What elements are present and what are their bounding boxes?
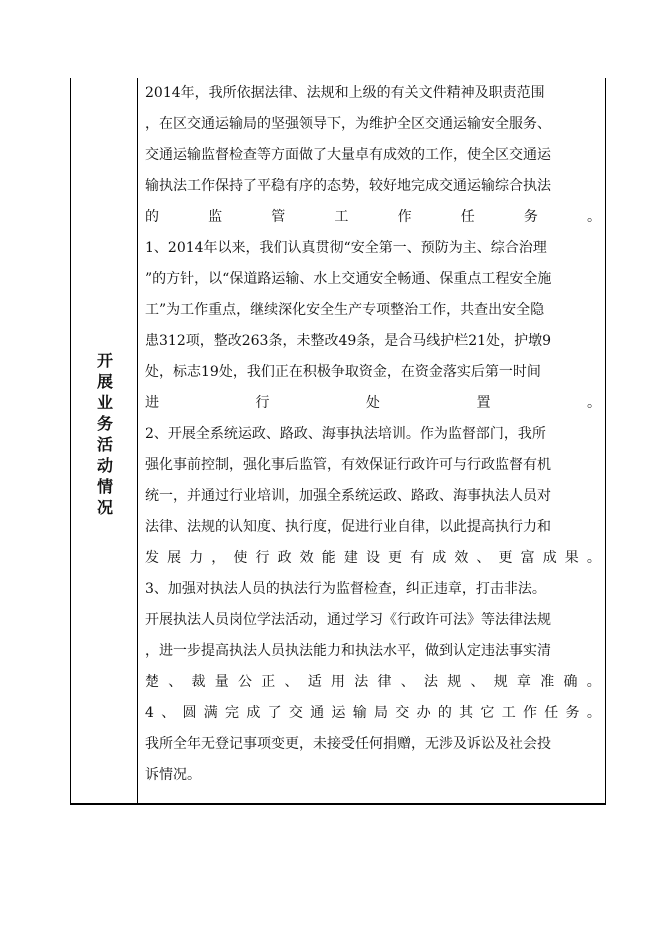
text-char: 它 bbox=[480, 705, 495, 721]
text-char: 交 bbox=[288, 705, 303, 721]
text-char: 法 bbox=[354, 674, 369, 690]
section-label-char: 动 bbox=[96, 456, 113, 475]
text-char: 、 bbox=[161, 705, 176, 721]
text-char: 。 bbox=[587, 395, 601, 411]
text-char: 处 bbox=[366, 395, 380, 411]
text-char: 效 bbox=[454, 550, 469, 566]
text-char: 、 bbox=[168, 674, 183, 690]
text-line bbox=[145, 543, 601, 574]
text-char: 果 bbox=[564, 550, 579, 566]
text-line: ，进一步提高执法人员执法能力和执法水平，做到认定违法事实清 bbox=[145, 643, 551, 659]
text-char: 准 bbox=[540, 674, 555, 690]
text-char: 输 bbox=[352, 705, 367, 721]
text-line bbox=[145, 667, 601, 698]
text-line bbox=[145, 202, 601, 233]
section-label-char: 务 bbox=[96, 414, 113, 433]
text-char: 。 bbox=[586, 209, 601, 225]
text-char: 通 bbox=[310, 705, 325, 721]
text-char: 的 bbox=[437, 705, 452, 721]
text-char: 运 bbox=[331, 705, 346, 721]
text-char: 的 bbox=[145, 209, 159, 225]
text-char: 成 bbox=[246, 705, 261, 721]
column-divider bbox=[137, 78, 138, 804]
text-char: 楚 bbox=[145, 674, 159, 690]
text-char: 成 bbox=[432, 550, 447, 566]
text-char: 确 bbox=[563, 674, 578, 690]
text-char: 力 bbox=[189, 550, 204, 566]
text-line: 诉情况。 bbox=[145, 767, 201, 783]
section-label-char: 活 bbox=[96, 435, 113, 454]
text-line: 强化事前控制，强化事后监管，有效保证行政许可与行政监督有机 bbox=[145, 457, 551, 473]
text-line: 我所全年无登记事项变更，未接受任何捐赠，无涉及诉讼及社会投 bbox=[145, 736, 551, 752]
text-line: 处，标志19处，我们正在积极争取资金，在资金落实后第一时间 bbox=[145, 364, 541, 380]
text-char: 规 bbox=[493, 674, 508, 690]
text-char: 、 bbox=[476, 550, 491, 566]
text-char: 量 bbox=[214, 674, 229, 690]
text-line: ”的方针，以“保道路运输、水上交通安全畅通、保重点工程安全施 bbox=[145, 271, 552, 287]
text-char: 任 bbox=[460, 209, 475, 225]
section-label-char: 展 bbox=[96, 372, 113, 391]
text-char: 行 bbox=[255, 550, 270, 566]
text-char: 发 bbox=[145, 550, 159, 566]
text-line: 患312项，整改263条，未整改49条，是合马线护栏21处，护墩9 bbox=[145, 333, 551, 349]
text-char: 、 bbox=[400, 674, 415, 690]
text-char: 设 bbox=[365, 550, 380, 566]
text-char: 其 bbox=[459, 705, 474, 721]
text-char: 行 bbox=[255, 395, 270, 411]
text-char: 律 bbox=[377, 674, 392, 690]
text-char: 。 bbox=[586, 705, 601, 721]
text-line bbox=[145, 698, 601, 729]
text-char: 工 bbox=[334, 209, 349, 225]
text-line: 统一，并通过行业培训，加强全系统运政、路政、海事执法人员对 bbox=[145, 488, 551, 504]
text-char: 圆 bbox=[182, 705, 197, 721]
text-char: 。 bbox=[586, 674, 601, 690]
text-char: 作 bbox=[397, 209, 412, 225]
text-char: 进 bbox=[145, 395, 159, 411]
text-char: 能 bbox=[321, 550, 336, 566]
text-char: 。 bbox=[586, 550, 601, 566]
text-char: 监 bbox=[208, 209, 223, 225]
text-char: 公 bbox=[238, 674, 252, 690]
text-char: 置 bbox=[476, 395, 491, 411]
text-line: 3、加强对执法人员的执法行为监督检查，纠正违章，打击非法。 bbox=[145, 581, 546, 597]
text-line: 工”为工作重点，继续深化安全生产专项整治工作，共查出安全隐 bbox=[145, 302, 545, 318]
text-char: 局 bbox=[374, 705, 389, 721]
text-char: 裁 bbox=[191, 674, 206, 690]
text-char: 交 bbox=[395, 705, 410, 721]
text-char: 务 bbox=[523, 209, 538, 225]
text-line: 开展执法人员岗位学法活动，通过学习《行政许可法》等法律法规 bbox=[145, 612, 551, 628]
text-char: 使 bbox=[233, 550, 248, 566]
text-char: 了 bbox=[267, 705, 282, 721]
text-char: 建 bbox=[343, 550, 358, 566]
text-char: 更 bbox=[388, 550, 403, 566]
text-char: 满 bbox=[203, 705, 218, 721]
text-char: 更 bbox=[498, 550, 513, 566]
text-line: ，在区交通运输局的坚强领导下，为维护全区交通运输安全服务、 bbox=[145, 116, 551, 132]
section-label-char: 况 bbox=[96, 498, 113, 517]
text-line: 2014年，我所依据法律、法规和上级的有关文件精神及职责范围 bbox=[145, 85, 545, 101]
text-char: 工 bbox=[501, 705, 516, 721]
business-activities-text bbox=[145, 78, 601, 791]
text-char: 作 bbox=[522, 705, 537, 721]
text-char: 管 bbox=[271, 209, 286, 225]
text-line: 2、开展全系统运政、路政、海事执法培训。作为监督部门，我所 bbox=[145, 426, 546, 442]
text-line: 法律、法规的认知度、执行度，促进行业自律，以此提高执行力和 bbox=[145, 519, 551, 535]
text-char: 、 bbox=[470, 674, 485, 690]
text-char: 完 bbox=[225, 705, 240, 721]
text-char: 展 bbox=[167, 550, 182, 566]
text-char: 4 bbox=[145, 705, 154, 721]
section-label-char: 业 bbox=[96, 393, 113, 412]
text-char: 效 bbox=[299, 550, 314, 566]
section-label-char: 情 bbox=[96, 477, 113, 496]
text-line: 输执法工作保持了平稳有序的态势，较好地完成交通运输综合执法 bbox=[145, 178, 551, 194]
section-label-business-activities bbox=[90, 350, 120, 518]
text-char: 有 bbox=[410, 550, 425, 566]
text-char: 法 bbox=[424, 674, 438, 690]
text-line: 1、2014年以来，我们认真贯彻“安全第一、预防为主、综合治理 bbox=[145, 240, 547, 256]
text-line: 交通运输监督检查等方面做了大量卓有成效的工作，使全区交通运 bbox=[145, 147, 551, 163]
text-char: 用 bbox=[331, 674, 345, 690]
text-char: 富 bbox=[520, 550, 535, 566]
text-char: 务 bbox=[565, 705, 580, 721]
section-label-char: 开 bbox=[96, 351, 113, 370]
text-char: 规 bbox=[447, 674, 462, 690]
text-char: 适 bbox=[307, 674, 322, 690]
text-char: ， bbox=[211, 550, 226, 566]
text-char: 章 bbox=[517, 674, 531, 690]
text-char: 办 bbox=[416, 705, 431, 721]
text-char: 、 bbox=[284, 674, 299, 690]
text-char: 成 bbox=[542, 550, 557, 566]
text-char: 政 bbox=[277, 550, 292, 566]
text-line bbox=[145, 388, 601, 419]
text-char: 任 bbox=[544, 705, 559, 721]
text-char: 正 bbox=[261, 674, 276, 690]
